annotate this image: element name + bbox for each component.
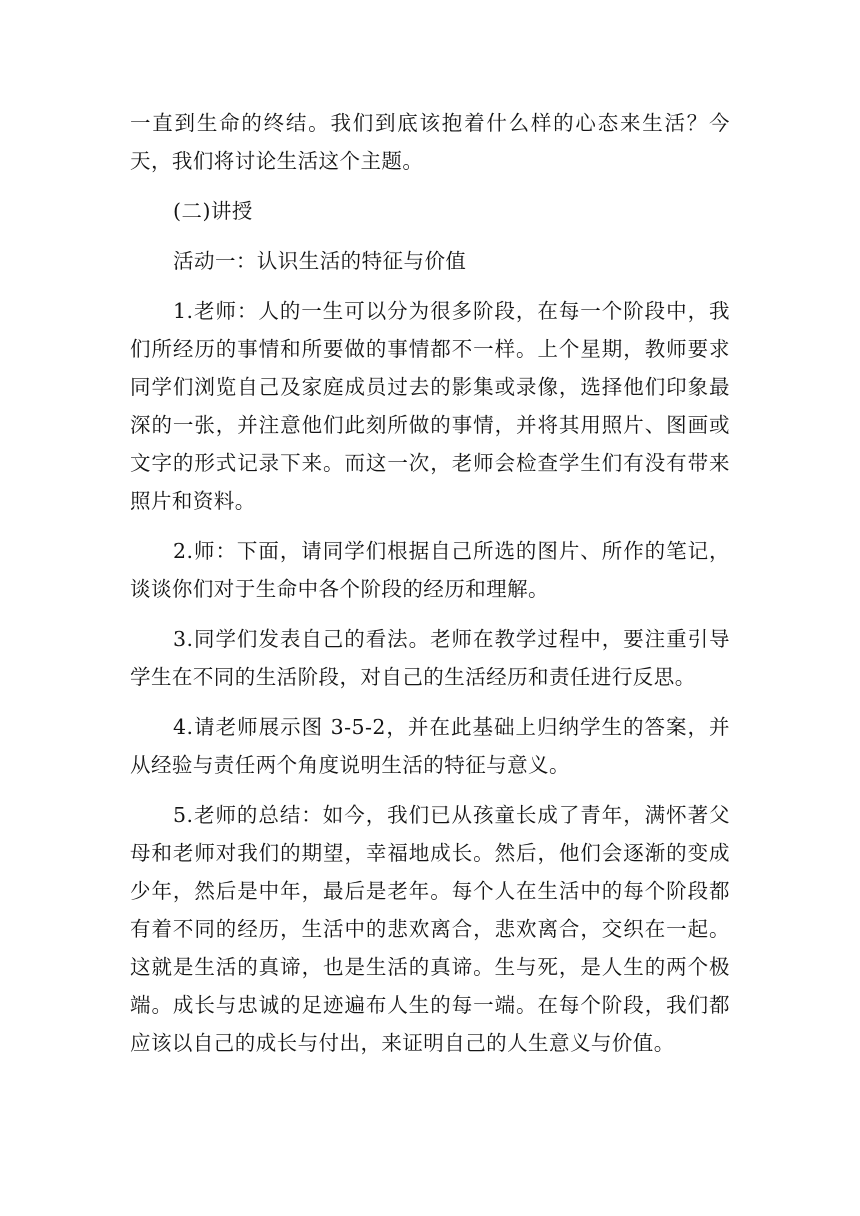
paragraph-continuation: 一直到生命的终结。我们到底该抱着什么样的心态来生活？今天，我们将讨论生活这个主题。 — [130, 111, 730, 173]
paragraph-step-1: 1.老师：人的一生可以分为很多阶段，在每一个阶段中，我们所经历的事情和所要做的事情都不一样。上个星期，教师要求同学们浏览自己及家庭成员过去的影集或录像，选择他们印象最深的一张，并注意他们此刻所做的事情，并将其用照片、图画或文字的形式记录下来。而这一次，老师会检查学生们有没有带来照片和资料。 — [130, 299, 730, 513]
paragraph-step-4: 4.请老师展示图 3-5-2，并在此基础上归纳学生的答案，并从经验与责任两个角度说明生活的特征与意义。 — [130, 715, 730, 777]
document-body — [130, 104, 730, 1062]
section-heading: (二)讲授 — [173, 199, 253, 223]
paragraph-step-2: 2.师：下面，请同学们根据自己所选的图片、所作的笔记，谈谈你们对于生命中各个阶段的经历和理解。 — [130, 539, 730, 601]
activity-heading: 活动一：认识生活的特征与价值 — [173, 249, 467, 273]
paragraph-step-3: 3.同学们发表自己的看法。老师在教学过程中，要注重引导学生在不同的生活阶段，对自己的生活经历和责任进行反思。 — [130, 627, 730, 689]
paragraph-step-5: 5.老师的总结：如今，我们已从孩童长成了青年，满怀著父母和老师对我们的期望，幸福地成长。然后，他们会逐渐的变成少年，然后是中年，最后是老年。每个人在生活中的每个阶段都有着不同的经历，生活中的悲欢离合，悲欢离合，交织在一起。这就是生活的真谛，也是生活的真谛。生与死，是人生的两个极端。成长与忠诚的足迹遍布人生的每一端。在每个阶段，我们都应该以自己的成长与付出，来证明自己的人生意义与价值。 — [130, 803, 730, 1055]
